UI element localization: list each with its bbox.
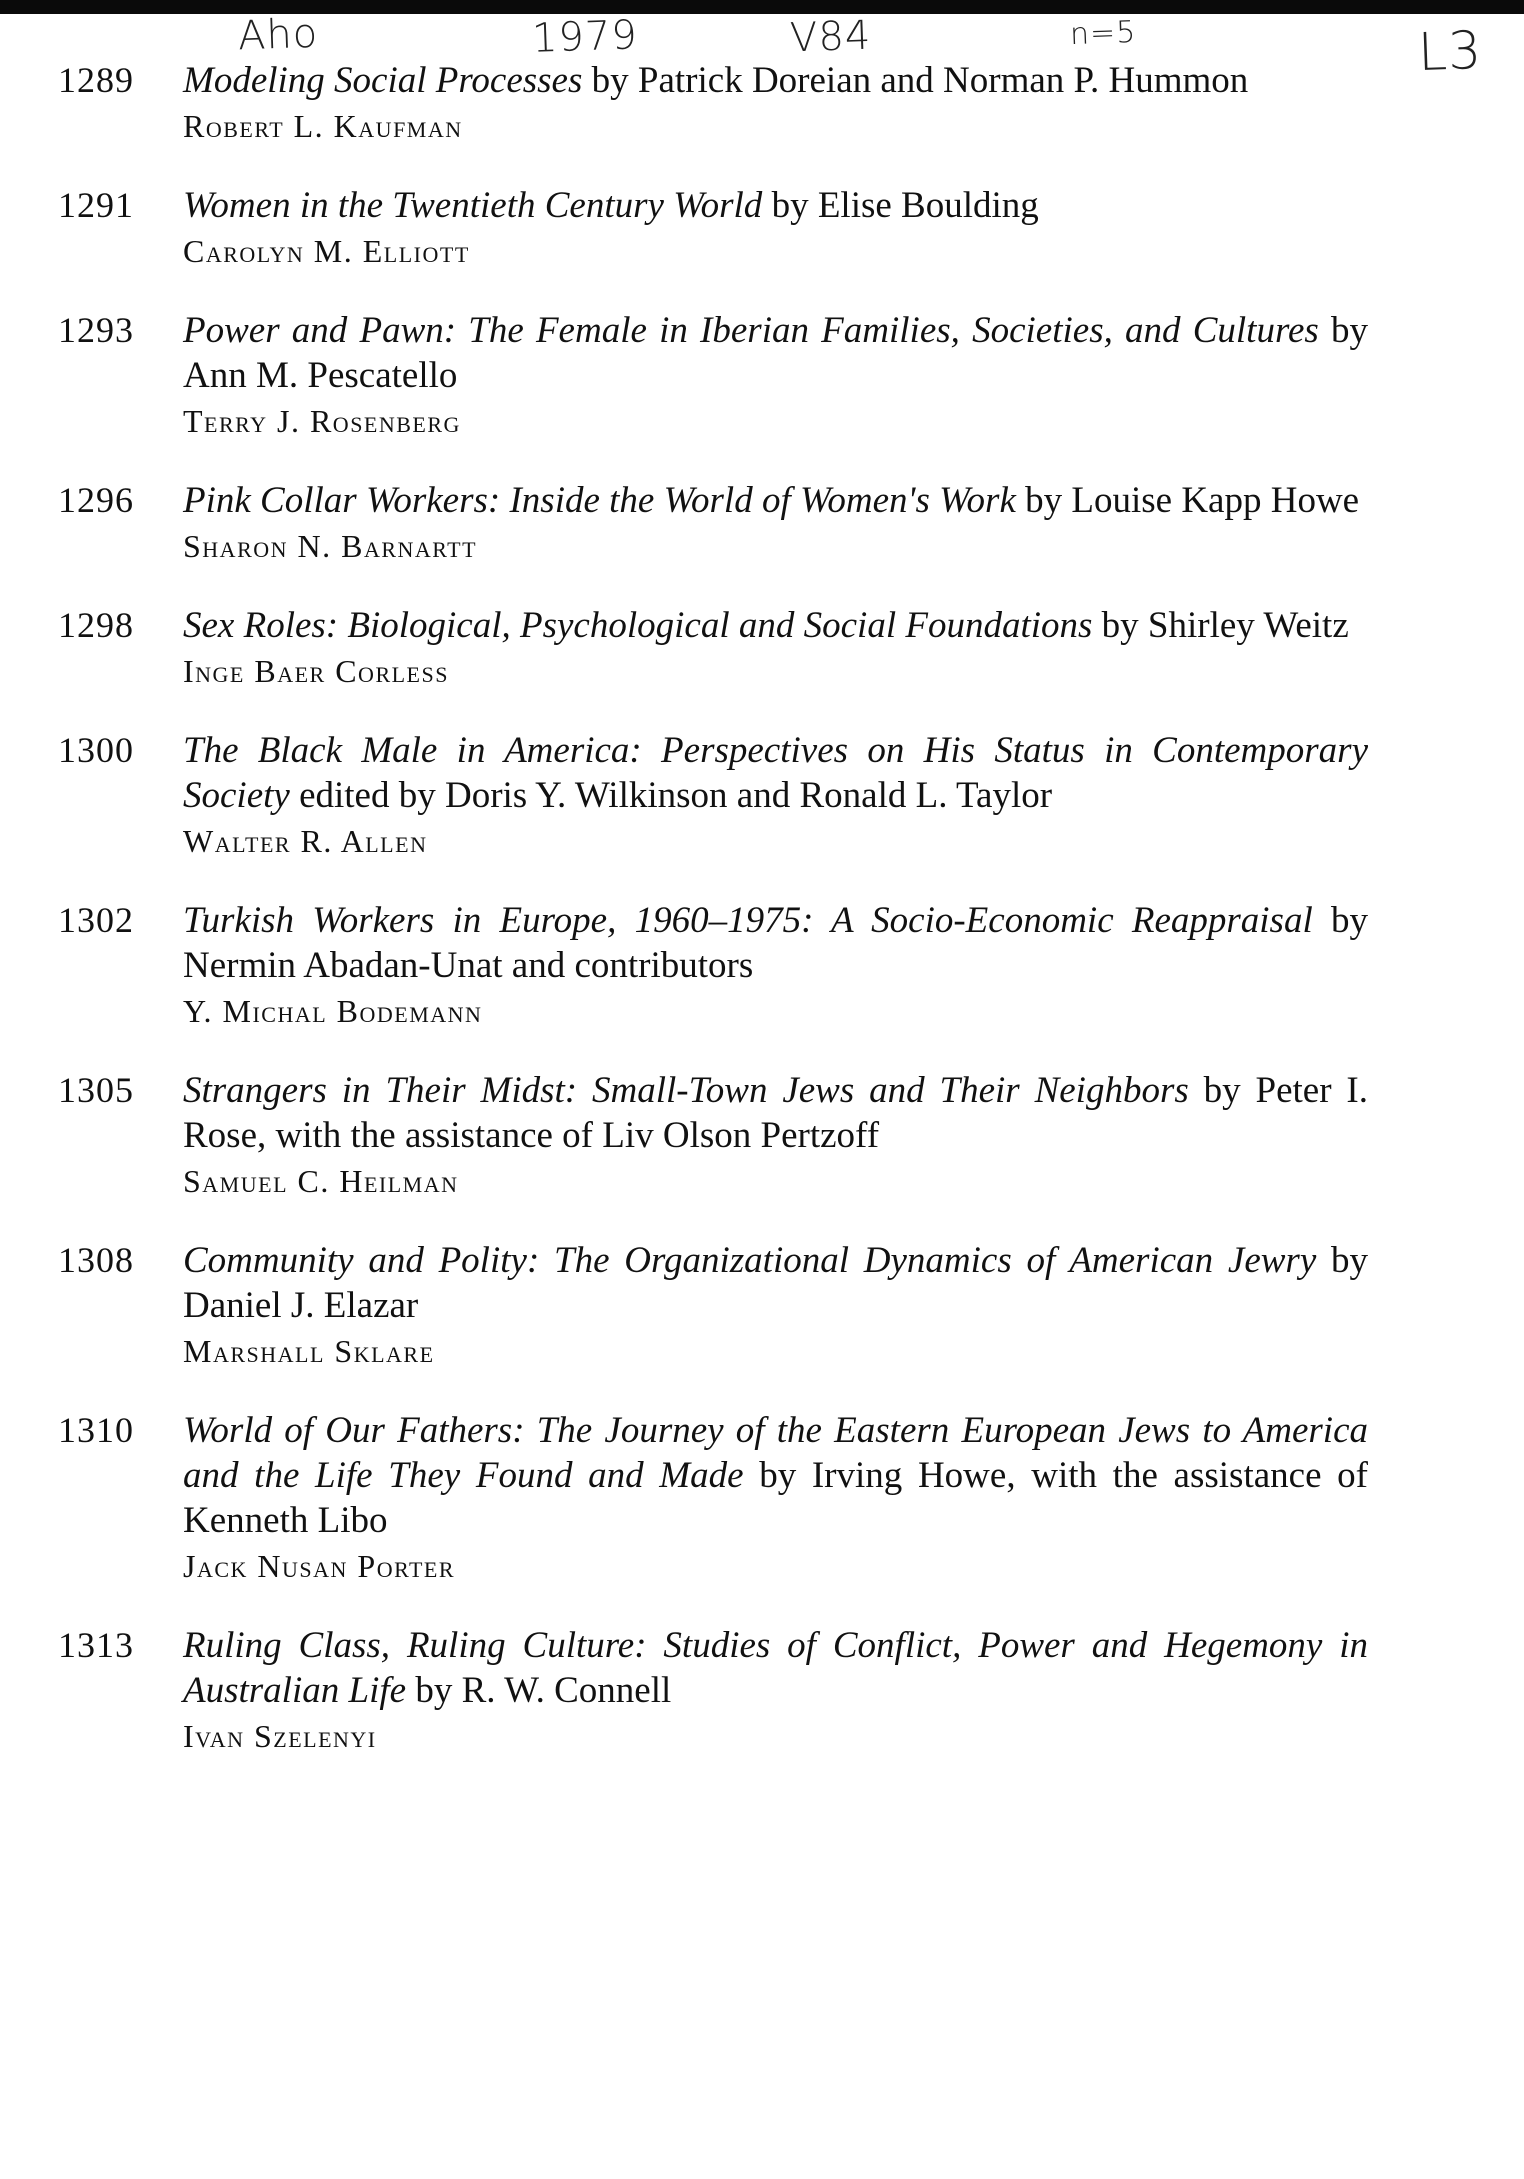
handwritten-note: V84 xyxy=(789,12,873,62)
page-number: 1302 xyxy=(58,900,134,940)
book-byline: by Peter I. Rose, with the assistance of Liv Olson Pertzoff xyxy=(183,1070,1368,1156)
page-number: 1293 xyxy=(58,310,134,350)
review-entry xyxy=(58,58,1368,149)
book-title: Modeling Social Processes xyxy=(183,60,583,101)
entry-body xyxy=(183,1408,1368,1589)
page-number: 1308 xyxy=(58,1240,134,1280)
entry-body xyxy=(183,308,1368,444)
page-number: 1310 xyxy=(58,1410,134,1450)
reviewer-name: Inge Baer Corless xyxy=(183,653,449,689)
reviewer-name: Samuel C. Heilman xyxy=(183,1163,459,1199)
book-citation xyxy=(183,603,1368,648)
reviewer-name: Robert L. Kaufman xyxy=(183,108,463,144)
book-title: The Black Male in America: Perspectives on His Status in Contemporary Society xyxy=(183,730,1368,816)
book-byline: by Patrick Doreian and Norman P. Hummon xyxy=(582,60,1249,101)
book-title: World of Our Fathers: The Journey of the Eastern European Jews to America and the Life They Found and Made xyxy=(183,1410,1368,1496)
reviewer-name: Carolyn M. Elliott xyxy=(183,233,470,269)
entry-body xyxy=(183,898,1368,1034)
book-byline: by Ann M. Pescatello xyxy=(183,310,1368,396)
book-byline: by Daniel J. Elazar xyxy=(183,1240,1368,1326)
review-entry xyxy=(58,478,1368,569)
book-byline: by R. W. Connell xyxy=(406,1670,672,1711)
review-entry xyxy=(58,1238,1368,1374)
book-citation xyxy=(183,1408,1368,1543)
reviewer-name: Walter R. Allen xyxy=(183,823,428,859)
entry-body xyxy=(183,58,1368,149)
handwritten-note: Aho xyxy=(237,10,319,60)
book-citation xyxy=(183,1068,1368,1158)
book-byline: by Nermin Abadan-Unat and contributors xyxy=(183,900,1368,986)
review-entry xyxy=(58,1068,1368,1204)
reviewer-name: Ivan Szelenyi xyxy=(183,1718,377,1754)
book-citation xyxy=(183,478,1368,523)
reviewer-name: Sharon N. Barnartt xyxy=(183,528,478,564)
book-title: Community and Polity: The Organizational Dynamics of American Jewry xyxy=(183,1240,1317,1281)
reviewer-name: Jack Nusan Porter xyxy=(183,1548,455,1584)
book-citation xyxy=(183,1623,1368,1713)
book-title: Women in the Twentieth Century World xyxy=(183,185,763,226)
book-citation xyxy=(183,898,1368,988)
entry-body xyxy=(183,1623,1368,1759)
book-title: Turkish Workers in Europe, 1960–1975: A Socio-Economic Reappraisal xyxy=(183,900,1313,941)
review-entry xyxy=(58,308,1368,444)
page-number: 1305 xyxy=(58,1070,134,1110)
book-byline: by Shirley Weitz xyxy=(1092,605,1349,646)
entry-body xyxy=(183,603,1368,694)
book-title: Ruling Class, Ruling Culture: Studies of Conflict, Power and Hegemony in Australian Life xyxy=(183,1625,1368,1711)
reviewer-name: Y. Michal Bodemann xyxy=(183,993,483,1029)
book-title: Strangers in Their Midst: Small-Town Jews and Their Neighbors xyxy=(183,1070,1189,1111)
handwritten-note: 1979 xyxy=(531,12,639,62)
book-citation xyxy=(183,1238,1368,1328)
handwritten-note: L3 xyxy=(1416,20,1484,84)
page-number: 1291 xyxy=(58,185,134,225)
review-entry xyxy=(58,898,1368,1034)
entry-body xyxy=(183,1238,1368,1374)
review-entry xyxy=(58,603,1368,694)
book-title: Sex Roles: Biological, Psychological and Social Foundations xyxy=(183,605,1093,646)
book-citation xyxy=(183,308,1368,398)
review-entry xyxy=(58,183,1368,274)
entry-body xyxy=(183,183,1368,274)
book-byline: by Louise Kapp Howe xyxy=(1015,480,1360,521)
book-title: Power and Pawn: The Female in Iberian Families, Societies, and Cultures xyxy=(183,310,1319,351)
book-review-list xyxy=(58,58,1368,1793)
book-citation xyxy=(183,728,1368,818)
review-entry xyxy=(58,1623,1368,1759)
page-number: 1300 xyxy=(58,730,134,770)
book-citation xyxy=(183,183,1368,228)
book-citation xyxy=(183,58,1368,103)
entry-body xyxy=(183,728,1368,864)
page-number: 1313 xyxy=(58,1625,134,1665)
review-entry xyxy=(58,728,1368,864)
reviewer-name: Marshall Sklare xyxy=(183,1333,435,1369)
book-byline: by Elise Boulding xyxy=(762,185,1039,226)
entry-body xyxy=(183,1068,1368,1204)
page-number: 1296 xyxy=(58,480,134,520)
entry-body xyxy=(183,478,1368,569)
book-byline: by Irving Howe, with the assistance of Kenneth Libo xyxy=(183,1455,1368,1541)
handwritten-note: n=5 xyxy=(1069,14,1137,53)
review-entry xyxy=(58,1408,1368,1589)
book-byline: edited by Doris Y. Wilkinson and Ronald L. Taylor xyxy=(289,775,1053,816)
book-title: Pink Collar Workers: Inside the World of Women's Work xyxy=(183,480,1016,521)
page-number: 1298 xyxy=(58,605,134,645)
reviewer-name: Terry J. Rosenberg xyxy=(183,403,461,439)
page-number: 1289 xyxy=(58,60,134,100)
